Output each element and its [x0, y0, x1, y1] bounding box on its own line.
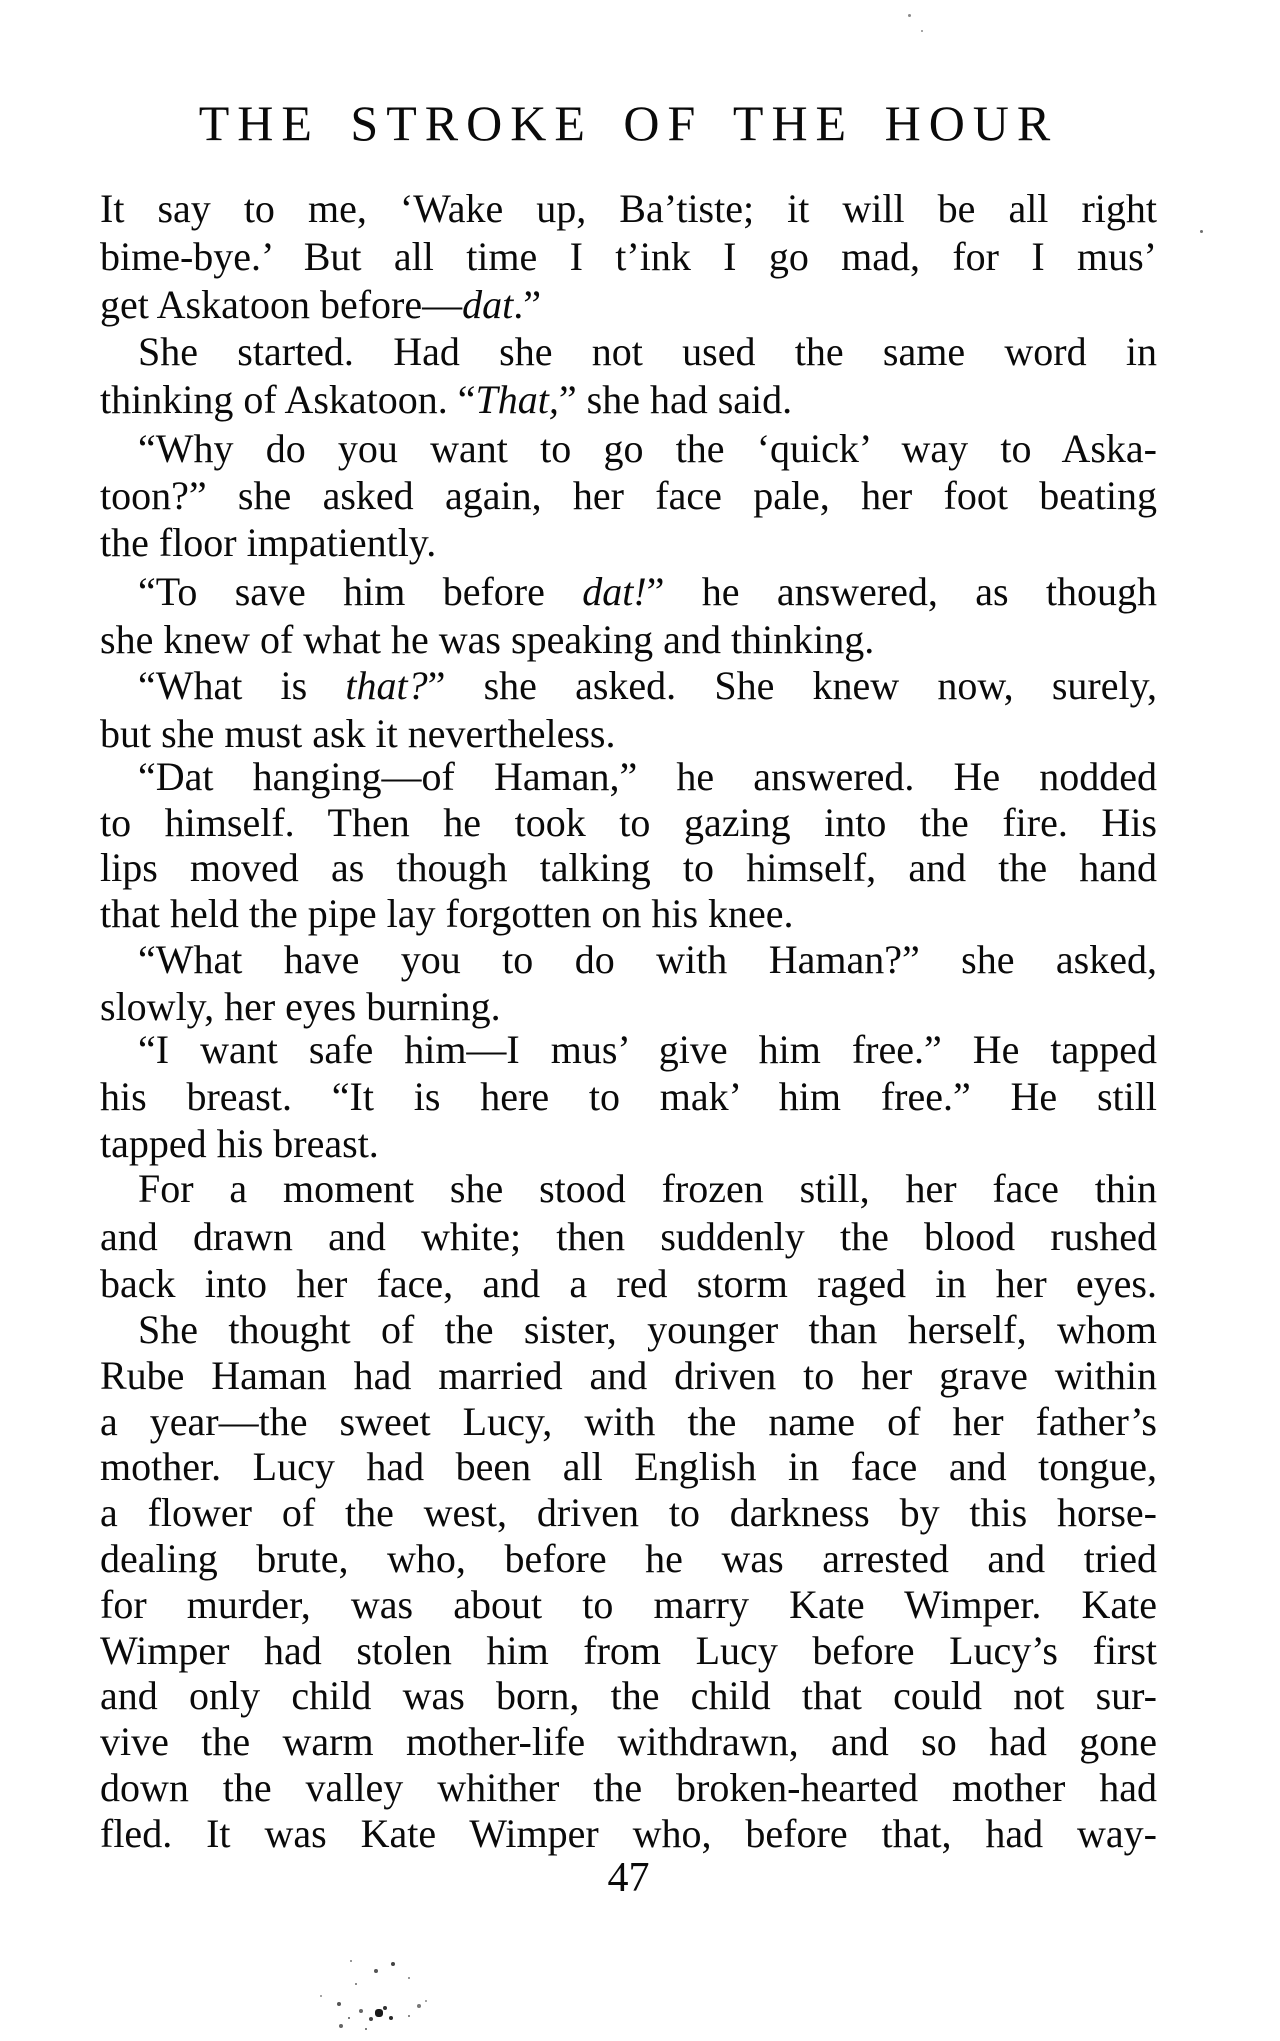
paragraph [100, 328, 1157, 424]
text-line: toon?” she asked again, her face pale, her foot beating [100, 473, 1157, 518]
text-line: that held the pipe lay forgotten on his knee. [100, 891, 794, 937]
text-line: and drawn and white; then suddenly the blood rushed [100, 1213, 1157, 1259]
text-line: fled. It was Kate Wimper who, before that, had way- [100, 1810, 1157, 1856]
scan-speck [921, 30, 923, 32]
text-line: “What is that?” she asked. She knew now, surely, [138, 663, 1157, 708]
text-line: It say to me, ‘Wake up, Ba’tiste; it will be all right [100, 186, 1157, 231]
text-line: she knew of what he was speaking and thinking. [100, 617, 875, 662]
paragraph [100, 185, 1157, 329]
paragraph [100, 936, 1157, 1030]
text-line: lips moved as though talking to himself, and the hand [100, 845, 1157, 891]
text-line: for murder, was about to marry Kate Wimper. Kate [100, 1581, 1157, 1627]
text-line: “I want safe him—I mus’ give him free.” He tapped [138, 1027, 1157, 1072]
paragraph [100, 1026, 1157, 1167]
paragraph [100, 754, 1157, 937]
text-line: slowly, her eyes burning. [100, 984, 501, 1029]
text-line: to himself. Then he took to gazing into the fire. His [100, 799, 1157, 845]
text-line: For a moment she stood frozen still, her face thin [138, 1166, 1157, 1211]
ink-smudge [320, 1955, 322, 1957]
text-line: bime-bye.’ But all time I t’ink I go mad, for I mus’ [100, 234, 1157, 279]
text-line: back into her face, and a red storm raged in her eyes. [100, 1261, 1157, 1306]
text-line: “What have you to do with Haman?” she asked, [138, 937, 1157, 982]
text-line: thinking of Askatoon. “That,” she had said. [100, 377, 793, 422]
paragraph [100, 1307, 1157, 1857]
text-line: a year—the sweet Lucy, with the name of her father’s [100, 1398, 1157, 1444]
scan-speck [1200, 230, 1203, 233]
text-line: mother. Lucy had been all English in face and tongue, [100, 1444, 1157, 1490]
text-line: the floor impatiently. [100, 520, 437, 565]
paragraph [100, 1165, 1157, 1308]
paragraph [100, 662, 1157, 758]
text-line: vive the warm mother-life withdrawn, and so had gone [100, 1719, 1157, 1765]
text-line: Rube Haman had married and driven to her grave within [100, 1352, 1157, 1398]
text-line: a flower of the west, driven to darkness by this horse- [100, 1490, 1157, 1536]
text-line: “Why do you want to go the ‘quick’ way to Aska- [138, 426, 1157, 471]
text-line: “Dat hanging—of Haman,” he answered. He nodded [138, 754, 1157, 799]
text-line: his breast. “It is here to mak’ him free.” He still [100, 1074, 1157, 1119]
text-line: “To save him before dat!” he answered, as though [138, 569, 1157, 614]
text-line: She started. Had she not used the same word in [138, 329, 1157, 374]
text-line: get Askatoon before—dat.” [100, 282, 542, 327]
text-line: tapped his breast. [100, 1121, 379, 1166]
text-line: Wimper had stolen him from Lucy before Lucy’s first [100, 1627, 1157, 1673]
page-header: THE STROKE OF THE HOUR [198, 95, 1059, 151]
text-line: She thought of the sister, younger than herself, whom [138, 1307, 1157, 1352]
text-line: and only child was born, the child that could not sur- [100, 1673, 1157, 1719]
paragraph [100, 568, 1157, 664]
text-line: dealing brute, who, before he was arrested and tried [100, 1535, 1157, 1581]
scan-speck [908, 14, 911, 17]
page-number: 47 [607, 1855, 650, 1901]
text-line: but she must ask it nevertheless. [100, 711, 616, 756]
text-line: down the valley whither the broken-hearted mother had [100, 1764, 1157, 1810]
paragraph [100, 425, 1157, 566]
